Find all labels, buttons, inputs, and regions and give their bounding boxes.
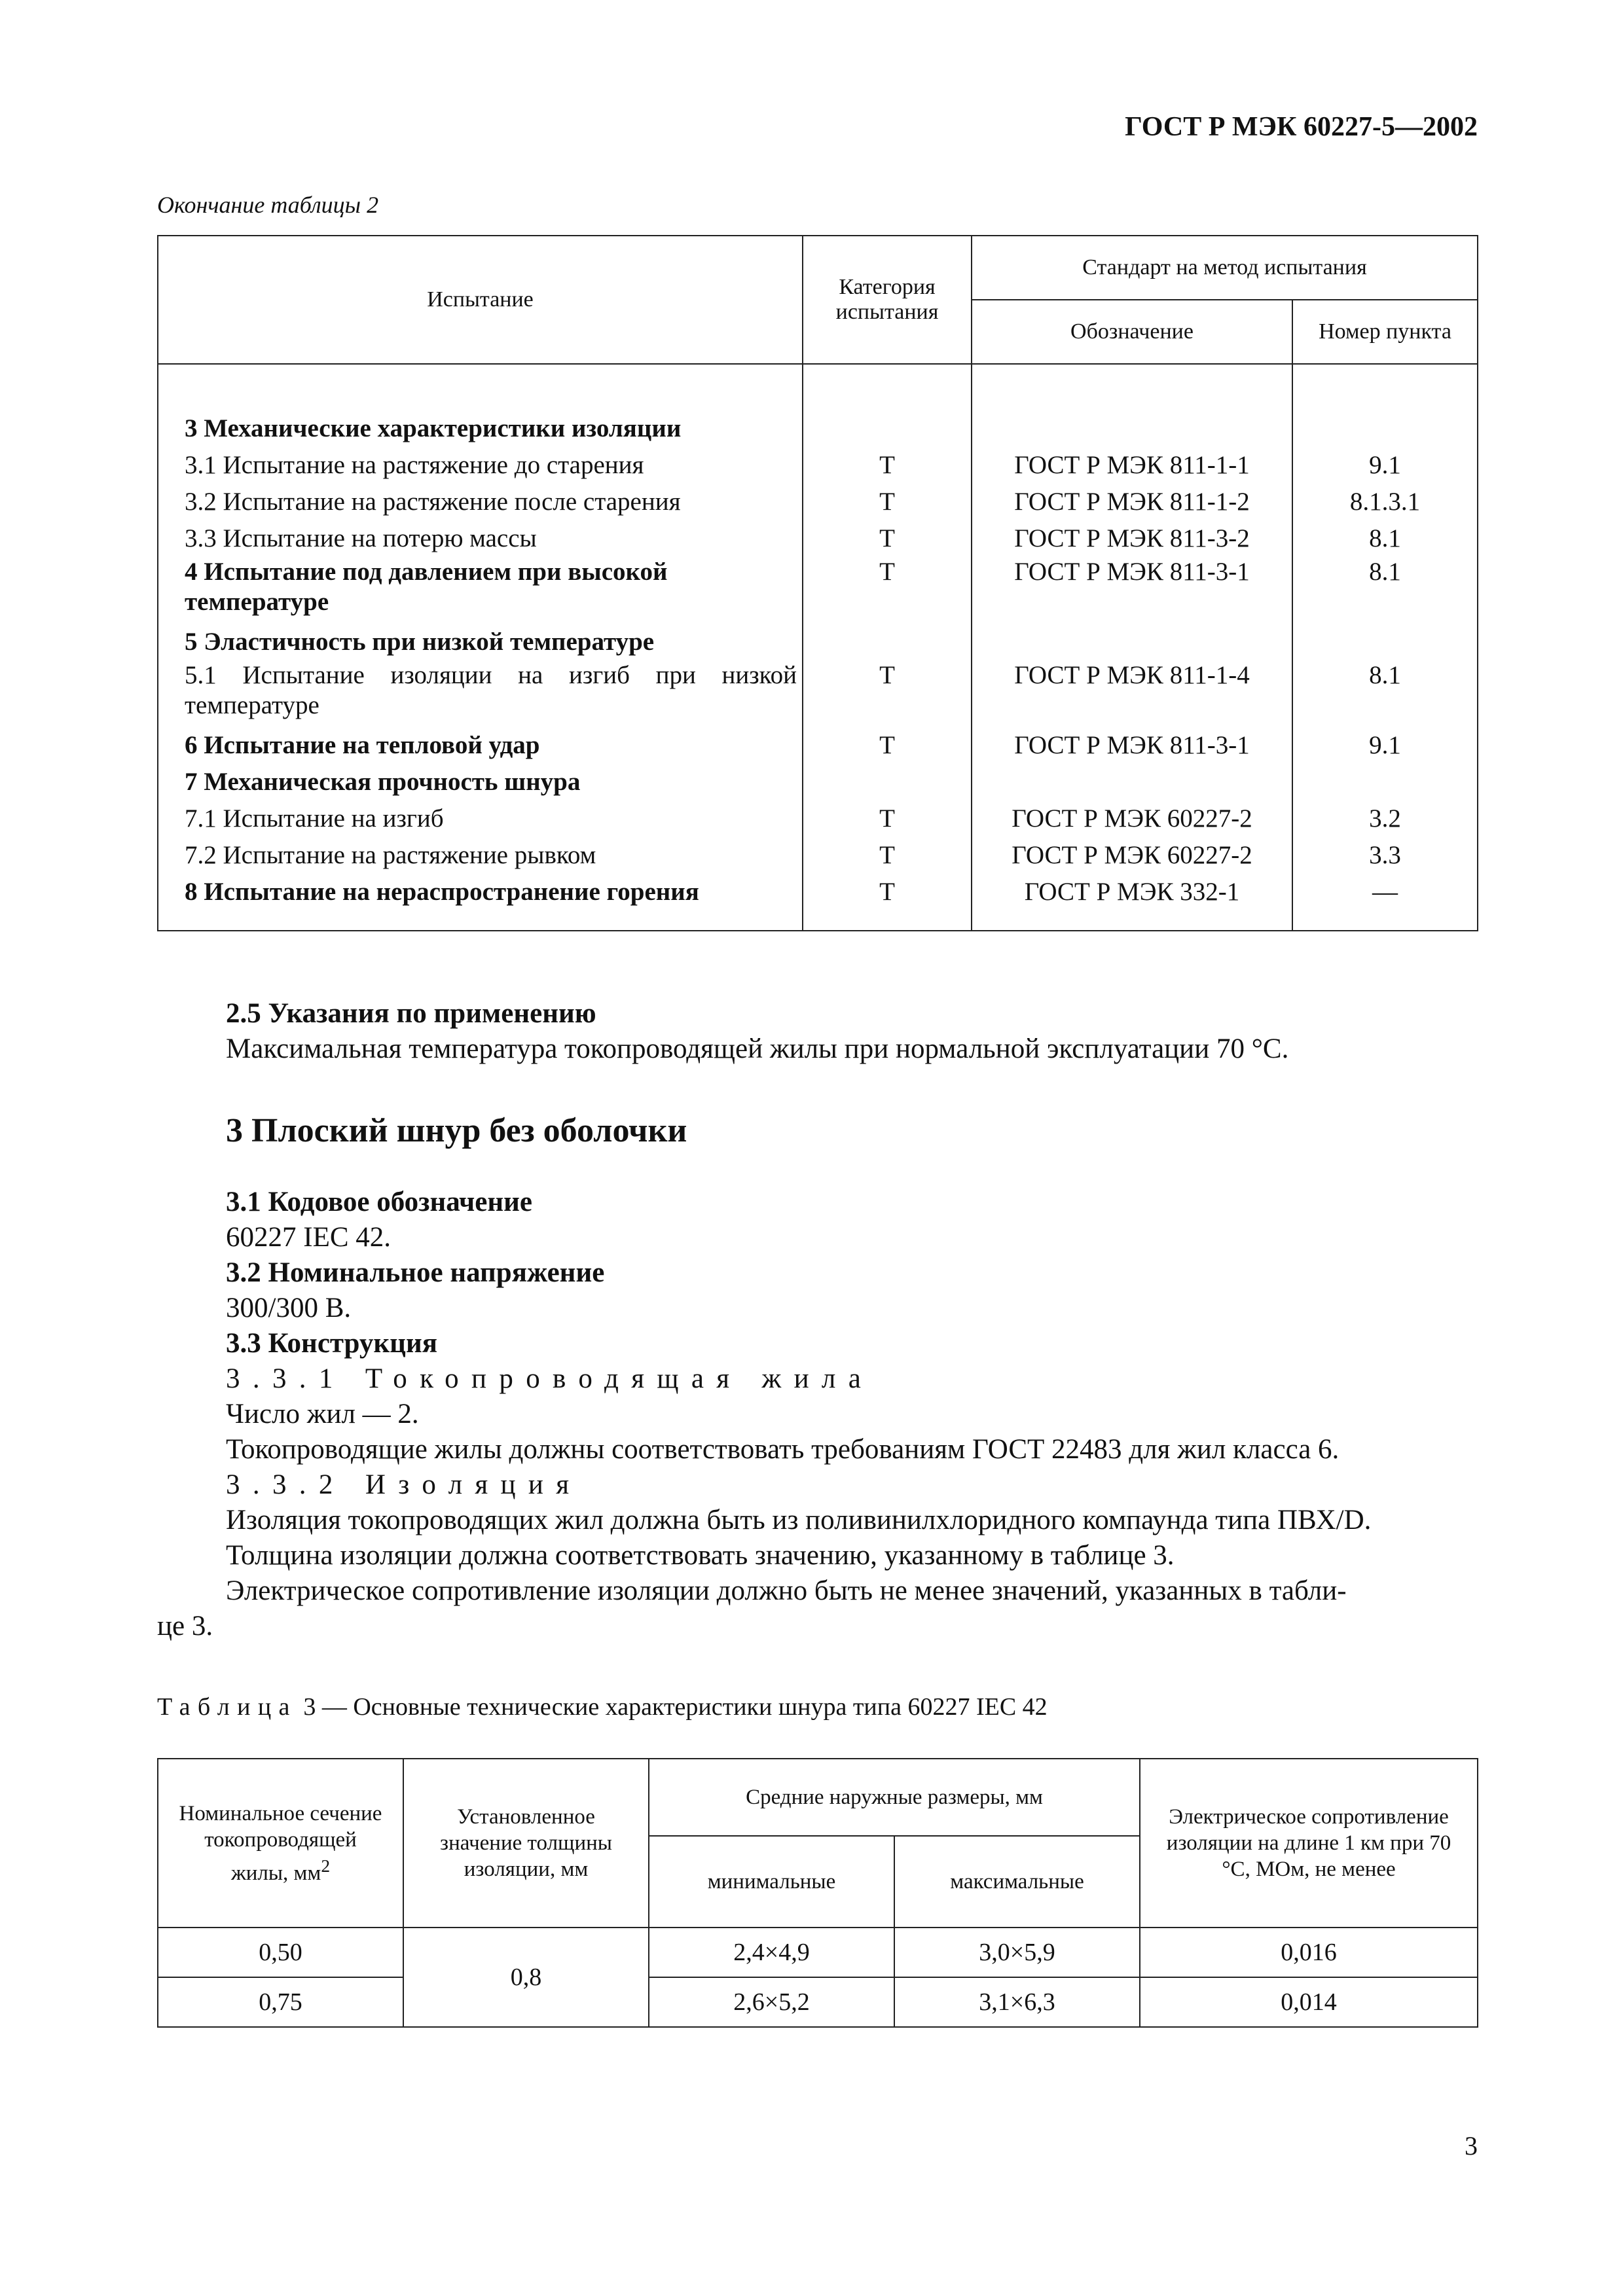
table-row-category: Т xyxy=(879,451,895,479)
header-resistance: Электрическое сопротивление изоляции на длине 1 км при 70 °С, МОм, не менее xyxy=(1140,1759,1478,1928)
header-clause: Номер пункта xyxy=(1292,300,1478,364)
table-row-clause: 8.1 xyxy=(1369,558,1401,586)
cell-section: 0,75 xyxy=(158,1977,403,2027)
table-row-category: Т xyxy=(879,558,895,586)
header-max: максимальные xyxy=(894,1836,1140,1928)
table-row-standard: ГОСТ Р МЭК 332-1 xyxy=(1024,878,1240,906)
cell-section: 0,50 xyxy=(158,1928,403,1977)
section-3-title: 3 Плоский шнур без оболочки xyxy=(226,1112,687,1149)
section-3-3-1-text: Число жил — 2. xyxy=(226,1399,419,1429)
section-3-3-1-text: Токопроводящие жилы должны соответствовать требованиям ГОСТ 22483 для жил класса 6. xyxy=(226,1434,1340,1465)
table-row-standard: ГОСТ Р МЭК 811-3-1 xyxy=(1014,731,1250,759)
table-row-category xyxy=(803,624,971,660)
category-column xyxy=(803,364,972,931)
header-test: Испытание xyxy=(158,236,803,364)
table-row-category: Т xyxy=(879,488,895,516)
table-row-clause: 8.1 xyxy=(1369,661,1401,689)
cell-resistance: 0,016 xyxy=(1140,1928,1478,1977)
table-3-caption-text: 3 — Основные технические характеристики шнура типа 60227 IEC 42 xyxy=(297,1693,1048,1721)
section-2-5-text: Максимальная температура токопроводящей жилы при нормальной эксплуатации 70 °С. xyxy=(226,1033,1289,1064)
section-3-2-heading: 3.2 Номинальное напряжение xyxy=(226,1257,605,1288)
cell-max: 3,0×5,9 xyxy=(894,1928,1140,1977)
cell-thickness: 0,8 xyxy=(403,1928,649,2027)
cord-characteristics-table xyxy=(157,1758,1478,2028)
header-designation: Обозначение xyxy=(972,300,1292,364)
table-row-test: 6 Испытание на тепловой удар xyxy=(185,731,540,759)
table-3-caption-label: Таблица xyxy=(157,1693,297,1721)
header-min: минимальные xyxy=(649,1836,894,1928)
table-row-test: 3 Механические характеристики изоляции xyxy=(185,414,682,442)
table-row-clause: 8.1.3.1 xyxy=(1349,488,1421,516)
test-column xyxy=(158,364,803,931)
clause-column xyxy=(1292,364,1478,931)
table-row-clause: 3.3 xyxy=(1369,841,1401,869)
table-continuation-label: Окончание таблицы 2 xyxy=(157,192,379,218)
page-number: 3 xyxy=(1465,2131,1478,2161)
table-row-category xyxy=(803,764,971,800)
section-3-3-1-heading: 3.3.1 Токопроводящая жила xyxy=(226,1363,874,1394)
table-row-standard: ГОСТ Р МЭК 811-1-2 xyxy=(1014,488,1250,516)
table-row-standard xyxy=(972,410,1292,447)
table-row-category: Т xyxy=(879,661,895,689)
section-3-1-heading: 3.1 Кодовое обозначение xyxy=(226,1187,532,1217)
table-3-caption xyxy=(157,1693,1048,1721)
designation-column xyxy=(972,364,1292,931)
table-row-standard: ГОСТ Р МЭК 60227-2 xyxy=(1012,841,1252,869)
table-row-clause: 8.1 xyxy=(1369,524,1401,552)
table-row-category: Т xyxy=(879,841,895,869)
table-row-standard xyxy=(972,624,1292,660)
table-row-clause: 3.2 xyxy=(1369,804,1401,833)
table-row-clause xyxy=(1293,764,1477,800)
table-row xyxy=(158,1928,1478,1977)
section-3-3-2-text: Толщина изоляции должна соответствовать значению, указанному в таблице 3. xyxy=(226,1540,1175,1571)
header-category: Категория испытания xyxy=(803,236,972,364)
document-header: ГОСТ Р МЭК 60227-5—2002 xyxy=(1125,112,1478,142)
table-row-test: 3.1 Испытание на растяжение до старения xyxy=(185,451,644,479)
table-row-clause xyxy=(1293,410,1477,447)
table-row-test: 7.2 Испытание на растяжение рывком xyxy=(185,841,596,869)
section-3-3-2-text: це 3. xyxy=(157,1611,213,1641)
header-dims-group: Средние наружные размеры, мм xyxy=(649,1759,1140,1836)
table-row-test: 3.3 Испытание на потерю массы xyxy=(185,524,537,552)
table-row-standard xyxy=(972,764,1292,800)
table-row-category: Т xyxy=(879,804,895,833)
header-standard-group: Стандарт на метод испытания xyxy=(972,236,1478,300)
cell-max: 3,1×6,3 xyxy=(894,1977,1140,2027)
table-row-standard: ГОСТ Р МЭК 811-3-2 xyxy=(1014,524,1250,552)
table-row-clause: 9.1 xyxy=(1369,451,1401,479)
section-3-3-heading: 3.3 Конструкция xyxy=(226,1328,437,1359)
table-row-category: Т xyxy=(879,731,895,759)
table-row-test: 4 Испытание под давлением при высокой температуре xyxy=(185,558,668,616)
table-row-category xyxy=(803,410,971,447)
table-row-standard: ГОСТ Р МЭК 811-1-1 xyxy=(1014,451,1250,479)
table-row-category: Т xyxy=(879,878,895,906)
header-section: Номинальное сечение токопроводящей жилы, $мм^2$ xyxy=(158,1759,403,1928)
section-3-1-text: 60227 IEC 42. xyxy=(226,1222,392,1253)
table-row xyxy=(158,1977,1478,2027)
cell-resistance: 0,014 xyxy=(1140,1977,1478,2027)
cell-min: 2,6×5,2 xyxy=(649,1977,894,2027)
table-row-test: 3.2 Испытание на растяжение после старения xyxy=(185,488,681,516)
section-3-3-2-text: Изоляция токопроводящих жил должна быть из поливинилхлоридного компаунда типа ПВХ/D. xyxy=(226,1505,1372,1535)
header-thickness: Установленное значение толщины изоляции, мм xyxy=(403,1759,649,1928)
table-row-test: 5 Эластичность при низкой температуре xyxy=(185,628,655,656)
section-2-5-heading: 2.5 Указания по применению xyxy=(226,998,596,1029)
section-3-2-text: 300/300 В. xyxy=(226,1293,352,1323)
test-methods-table xyxy=(157,235,1478,931)
table-row-clause: — xyxy=(1372,878,1398,906)
table-row-test: 5.1 Испытание изоляции на изгиб при низкой температуре xyxy=(185,661,797,719)
table-row-standard: ГОСТ Р МЭК 60227-2 xyxy=(1012,804,1252,833)
table-row-clause xyxy=(1293,624,1477,660)
section-3-3-2-heading: 3.3.2 Изоляция xyxy=(226,1469,582,1500)
table-row-clause: 9.1 xyxy=(1369,731,1401,759)
cell-min: 2,4×4,9 xyxy=(649,1928,894,1977)
table-row-test: 7.1 Испытание на изгиб xyxy=(185,804,444,833)
table-row-standard: ГОСТ Р МЭК 811-1-4 xyxy=(1014,661,1250,689)
table-row-standard: ГОСТ Р МЭК 811-3-1 xyxy=(1014,558,1250,586)
table-row-test: 7 Механическая прочность шнура xyxy=(185,768,581,796)
table-row-test: 8 Испытание на нераспространение горения xyxy=(185,878,699,906)
section-3-3-2-text: Электрическое сопротивление изоляции должно быть не менее значений, указанных в табли- xyxy=(226,1575,1347,1606)
table-row-category: Т xyxy=(879,524,895,552)
